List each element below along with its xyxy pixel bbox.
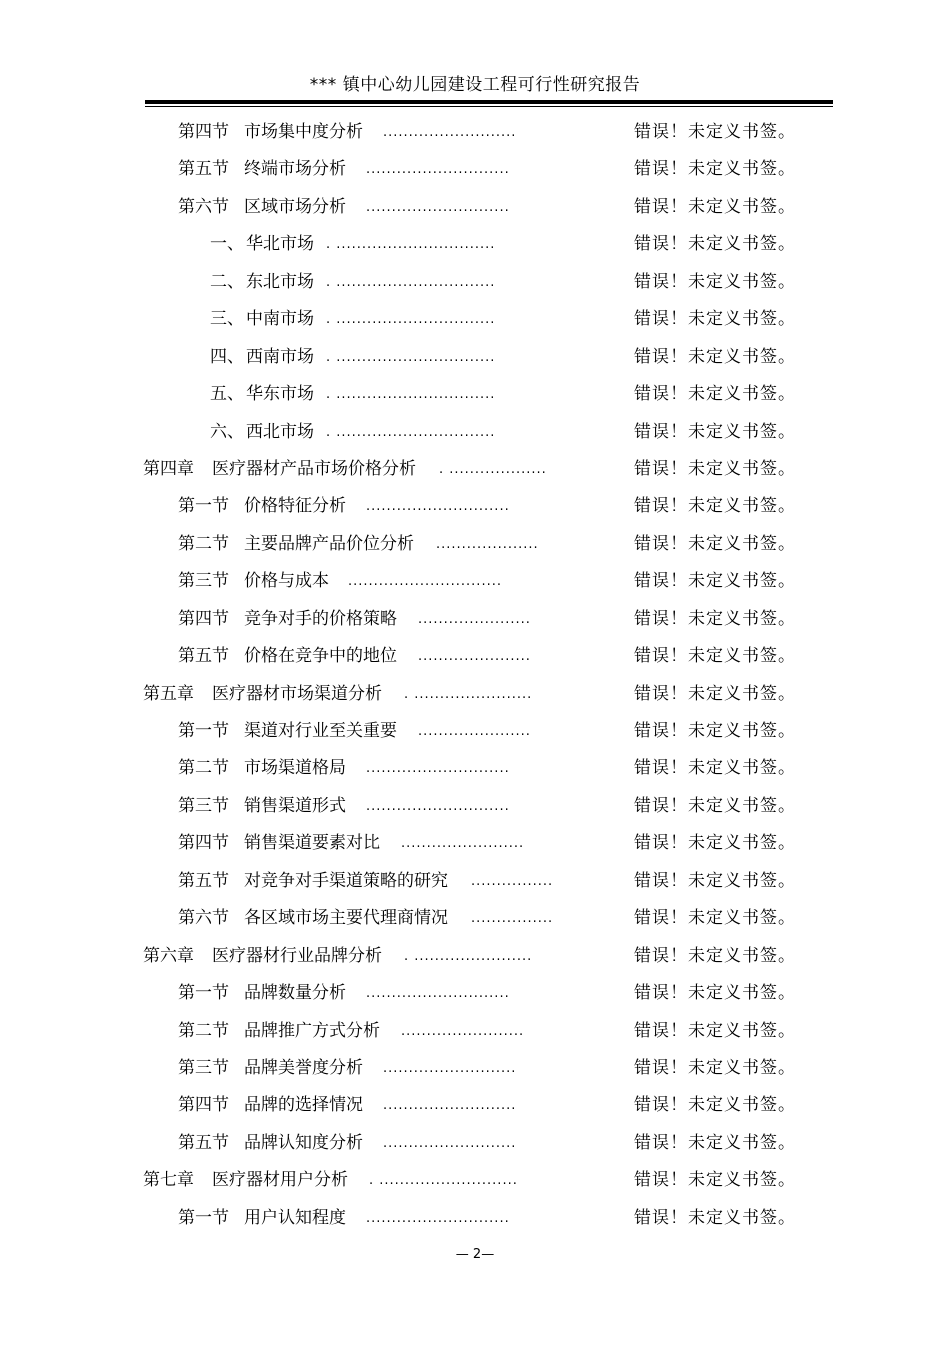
toc-entry-leader: ............................ — [366, 199, 510, 215]
toc-entry-number: 第一节 — [178, 721, 229, 741]
toc-entry-page-ref: 错误！未定义书签。 — [634, 1207, 796, 1228]
toc-entry-number: 第四节 — [178, 833, 229, 854]
toc-entry-page-ref: 错误！未定义书签。 — [634, 458, 796, 479]
toc-entry-page-ref: 错误！未定义书签。 — [634, 1095, 796, 1116]
toc-entry-leader: ................ — [471, 873, 554, 889]
toc-entry-leader: .......................... — [383, 1135, 517, 1151]
toc-entry[interactable] — [0, 414, 950, 451]
toc-entry-title: 医疗器材产品市场价格分析 — [212, 458, 416, 479]
toc-entry-page-ref: 错误！未定义书签。 — [634, 271, 796, 292]
toc-entry-number: 第五节 — [178, 1132, 229, 1153]
toc-entry-number: 第五节 — [178, 646, 229, 667]
toc-entry-leader: . ............................... — [326, 349, 496, 365]
toc-entry-title: 医疗器材市场渠道分析 — [212, 683, 382, 704]
toc-entry-title: 西南市场 — [246, 346, 314, 367]
toc-entry-title: 价格特征分析 — [244, 496, 346, 517]
toc-entry-leader: ........................ — [401, 836, 525, 852]
toc-entry-title: 医疗器材行业品牌分析 — [212, 945, 382, 966]
toc-entry-page-ref: 错误！未定义书签。 — [634, 496, 796, 517]
toc-entry[interactable] — [0, 1162, 950, 1199]
toc-entry-page-ref: 错误！未定义书签。 — [634, 234, 796, 255]
toc-entry-number: 第六节 — [178, 196, 229, 217]
toc-entry-leader: . ................... — [439, 461, 547, 477]
toc-entry-number: 第二节 — [178, 758, 229, 779]
toc-entry-leader: ............................ — [366, 162, 510, 178]
toc-entry-title: 品牌美誉度分析 — [244, 1057, 363, 1078]
toc-entry[interactable] — [0, 376, 950, 413]
toc-entry[interactable] — [0, 1125, 950, 1162]
toc-entry-page-ref: 错误！未定义书签。 — [634, 795, 796, 816]
toc-entry-number: 第四节 — [178, 122, 229, 142]
toc-entry[interactable] — [0, 226, 950, 263]
toc-entry-page-ref: 错误！未定义书签。 — [634, 945, 796, 966]
toc-entry-leader: . ....................... — [404, 948, 533, 964]
toc-entry-number: 第六节 — [178, 908, 229, 929]
toc-entry[interactable] — [0, 975, 950, 1012]
toc-entry-title: 西北市场 — [246, 421, 314, 442]
toc-entry[interactable] — [0, 1087, 950, 1124]
toc-entry-leader: . ............................... — [326, 237, 496, 253]
toc-entry-page-ref: 错误！未定义书签。 — [634, 1132, 796, 1153]
toc-entry[interactable] — [0, 601, 950, 638]
toc-entry-title: 销售渠道形式 — [244, 795, 346, 816]
header-rule-thick — [145, 100, 833, 104]
toc-entry-number: 第二节 — [178, 533, 229, 554]
toc-entry-title: 价格在竞争中的地位 — [244, 646, 397, 667]
toc-entry[interactable] — [0, 1013, 950, 1050]
toc-entry-title: 对竞争对手渠道策略的研究 — [244, 870, 448, 891]
toc-entry-leader: ............................ — [366, 761, 510, 777]
toc-entry[interactable] — [0, 563, 950, 600]
toc-entry-leader: .......................... — [383, 1060, 517, 1076]
toc-entry-number: 第四节 — [178, 1095, 229, 1116]
toc-entry[interactable] — [0, 526, 950, 563]
toc-entry-title: 竞争对手的价格策略 — [244, 608, 397, 629]
toc-entry-page-ref: 错误！未定义书签。 — [634, 196, 796, 217]
toc-entry-number: 第五节 — [178, 870, 229, 891]
toc-entry-title: 市场集中度分析 — [244, 122, 363, 142]
toc-entry[interactable] — [0, 189, 950, 226]
toc-entry-page-ref: 错误！未定义书签。 — [634, 833, 796, 854]
toc-entry-title: 品牌认知度分析 — [244, 1132, 363, 1153]
toc-entry-title: 品牌的选择情况 — [244, 1095, 363, 1116]
toc-entry-title: 华北市场 — [246, 234, 314, 255]
toc-entry-leader: ............................ — [366, 499, 510, 515]
toc-entry-title: 品牌数量分析 — [244, 983, 346, 1004]
toc-entry[interactable] — [0, 339, 950, 376]
toc-entry-number: 第一节 — [178, 1207, 229, 1228]
toc-entry-title: 终端市场分析 — [244, 159, 346, 180]
toc-entry-title: 销售渠道要素对比 — [244, 833, 380, 854]
toc-entry-title: 品牌推广方式分析 — [244, 1020, 380, 1041]
toc-entry-number: 第五章 — [143, 683, 194, 704]
toc-entry-page-ref: 错误！未定义书签。 — [634, 1057, 796, 1078]
toc-entry[interactable] — [0, 1200, 950, 1237]
toc-entry-title: 中南市场 — [246, 309, 314, 330]
toc-entry-page-ref: 错误！未定义书签。 — [634, 159, 796, 180]
toc-entry-page-ref: 错误！未定义书签。 — [634, 384, 796, 405]
toc-entry-title: 用户认知程度 — [244, 1207, 346, 1228]
toc-entry-page-ref: 错误！未定义书签。 — [634, 870, 796, 891]
table-of-contents — [0, 114, 950, 1237]
toc-entry-leader: . ............................... — [326, 312, 496, 328]
toc-entry[interactable] — [0, 114, 950, 151]
toc-entry-leader: ............................ — [366, 986, 510, 1002]
toc-entry-title: 市场渠道格局 — [244, 758, 346, 779]
toc-entry-page-ref: 错误！未定义书签。 — [634, 908, 796, 929]
toc-entry-number: 第三节 — [178, 1057, 229, 1078]
toc-entry-number: 第二节 — [178, 1020, 229, 1041]
toc-entry-leader: ............................ — [366, 1210, 510, 1226]
toc-entry-leader: . ............................... — [326, 387, 496, 403]
toc-entry-page-ref: 错误！未定义书签。 — [634, 683, 796, 704]
toc-entry-leader: ............................ — [366, 798, 510, 814]
toc-entry-title: 主要品牌产品价位分析 — [244, 533, 414, 554]
toc-entry[interactable] — [0, 151, 950, 188]
toc-entry-page-ref: 错误！未定义书签。 — [634, 608, 796, 629]
toc-entry-leader: ...................... — [418, 611, 531, 627]
toc-entry[interactable] — [0, 713, 950, 750]
toc-entry[interactable] — [0, 488, 950, 525]
toc-entry-page-ref: 错误！未定义书签。 — [634, 721, 796, 741]
toc-entry-page-ref: 错误！未定义书签。 — [634, 421, 796, 442]
toc-entry[interactable] — [0, 938, 950, 975]
toc-entry-number: 一、 — [210, 234, 244, 255]
toc-entry-leader: . ........................... — [369, 1173, 518, 1189]
header-title: *** 镇中心幼儿园建设工程可行性研究报告 — [309, 75, 641, 95]
toc-entry-number: 第四章 — [143, 458, 194, 479]
toc-entry-leader: .......................... — [383, 1098, 517, 1114]
toc-entry[interactable] — [0, 676, 950, 713]
toc-entry-leader: ........................ — [401, 1023, 525, 1039]
toc-entry-page-ref: 错误！未定义书签。 — [634, 646, 796, 667]
toc-entry-title: 区域市场分析 — [244, 196, 346, 217]
toc-entry-number: 五、 — [210, 384, 244, 405]
toc-entry-number: 第三节 — [178, 571, 229, 592]
header-rule-thin — [145, 106, 833, 107]
toc-entry-number: 第一节 — [178, 983, 229, 1004]
toc-entry[interactable] — [0, 1050, 950, 1087]
toc-entry-leader: .......................... — [383, 125, 517, 140]
toc-entry-title: 医疗器材用户分析 — [212, 1170, 348, 1191]
toc-entry-number: 第一节 — [178, 496, 229, 517]
toc-entry-number: 第七章 — [143, 1170, 194, 1191]
toc-entry-page-ref: 错误！未定义书签。 — [634, 1170, 796, 1191]
toc-entry[interactable] — [0, 825, 950, 862]
toc-entry-page-ref: 错误！未定义书签。 — [634, 571, 796, 592]
toc-entry-page-ref: 错误！未定义书签。 — [634, 1020, 796, 1041]
toc-entry-number: 第五节 — [178, 159, 229, 180]
toc-entry-number: 六、 — [210, 421, 244, 442]
toc-entry-title: 渠道对行业至关重要 — [244, 721, 397, 741]
toc-entry[interactable] — [0, 638, 950, 675]
toc-entry-page-ref: 错误！未定义书签。 — [634, 533, 796, 554]
toc-entry-number: 四、 — [210, 346, 244, 367]
toc-entry-leader: . ............................... — [326, 274, 496, 290]
toc-entry[interactable] — [0, 750, 950, 787]
toc-entry-page-ref: 错误！未定义书签。 — [634, 758, 796, 779]
toc-entry-number: 第三节 — [178, 795, 229, 816]
toc-entry-title: 各区域市场主要代理商情况 — [244, 908, 448, 929]
toc-entry-page-ref: 错误！未定义书签。 — [634, 983, 796, 1004]
toc-entry-leader: ................ — [471, 911, 554, 927]
toc-entry-title: 华东市场 — [246, 384, 314, 405]
toc-entry-leader: . ....................... — [404, 686, 533, 702]
toc-entry-number: 三、 — [210, 309, 244, 330]
toc-entry-page-ref: 错误！未定义书签。 — [634, 309, 796, 330]
toc-entry[interactable] — [0, 900, 950, 937]
toc-entry[interactable] — [0, 788, 950, 825]
toc-entry-leader: . ............................... — [326, 424, 496, 440]
toc-entry-leader: .............................. — [348, 574, 502, 590]
toc-entry-title: 价格与成本 — [244, 571, 329, 592]
toc-entry[interactable] — [0, 301, 950, 338]
toc-entry-number: 二、 — [210, 271, 244, 292]
toc-entry-page-ref: 错误！未定义书签。 — [634, 122, 796, 142]
toc-entry-leader: ...................... — [418, 649, 531, 665]
toc-entry[interactable] — [0, 863, 950, 900]
toc-entry-leader: ...................... — [418, 724, 531, 739]
toc-entry[interactable] — [0, 451, 950, 488]
toc-entry-title: 东北市场 — [246, 271, 314, 292]
toc-entry-number: 第四节 — [178, 608, 229, 629]
toc-entry-page-ref: 错误！未定义书签。 — [634, 346, 796, 367]
page-number: — 2— — [455, 1247, 495, 1262]
toc-entry-leader: .................... — [436, 536, 539, 552]
toc-entry[interactable] — [0, 264, 950, 301]
toc-entry-number: 第六章 — [143, 945, 194, 966]
